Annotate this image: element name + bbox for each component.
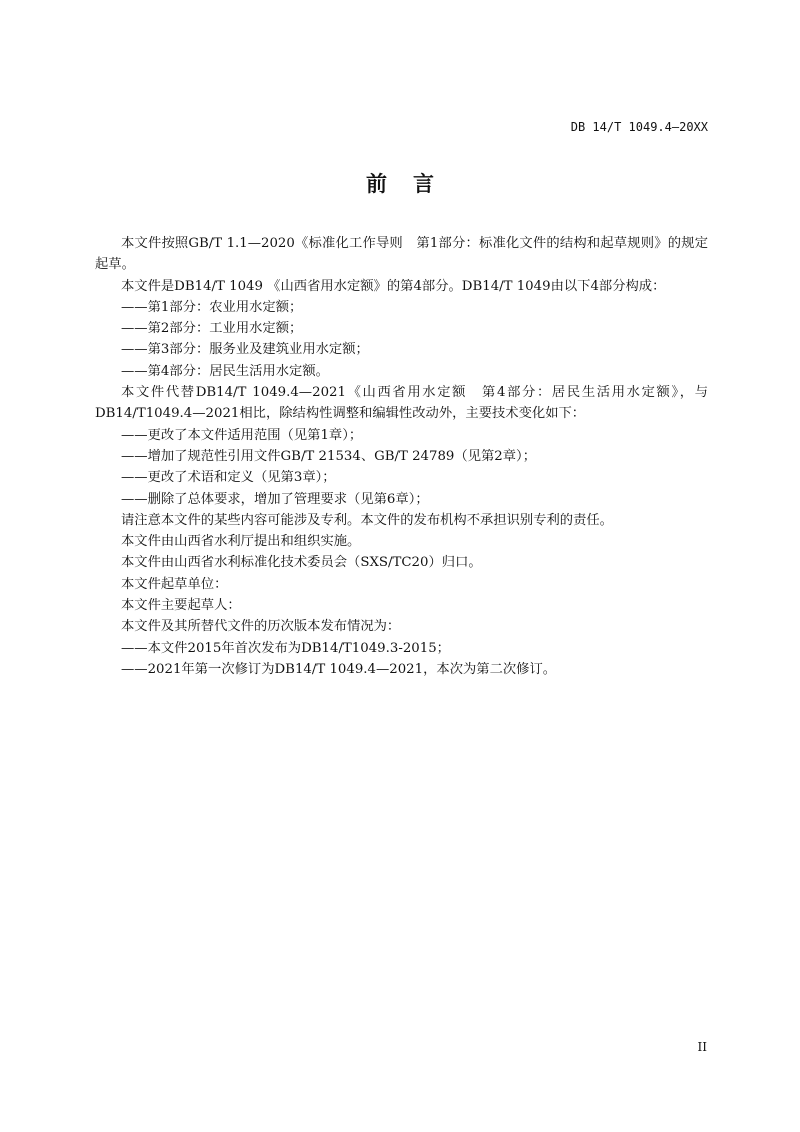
paragraph: 本文件是DB14/T 1049 《山西省用水定额》的第4部分。DB14/T 1049由以下4部分构成： (121, 278, 666, 294)
paragraph: 请注意本文件的某些内容可能涉及专利。本文件的发布机构不承担识别专利的责任。 (121, 512, 613, 528)
list-item: ——第2部分：工业用水定额； (121, 321, 303, 337)
list-item: ——本文件2015年首次发布为DB14/T1049.3-2015； (121, 640, 450, 656)
paragraph: 本文件由山西省水利厅提出和组织实施。 (121, 534, 361, 550)
paragraph: 本文件由山西省水利标准化技术委员会（SXS/TC20）归口。 (121, 555, 482, 571)
list-item: ——更改了术语和定义（见第3章）； (121, 470, 336, 486)
list-item: ——删除了总体要求，增加了管理要求（见第6章）； (121, 491, 429, 507)
paragraph: 本文件及其所替代文件的历次版本发布情况为： (121, 619, 401, 635)
page-title: 前言 (366, 172, 460, 196)
list-item: ——更改了本文件适用范围（见第1章）； (121, 427, 363, 443)
list-item: ——增加了规范性引用文件GB/T 21534、GB/T 24789（见第2章）； (121, 448, 536, 464)
paragraph: 本文件起草单位： (121, 576, 228, 592)
paragraph-line: 本文件按照GB/T 1.1—2020《标准化工作导则 第1部分：标准化文件的结构和起草规则》的规定 (121, 236, 708, 251)
foreword-body (95, 233, 708, 680)
page-number: II (697, 1040, 707, 1054)
paragraph-line: DB14/T1049.4—2021相比，除结构性调整和编辑性改动外，主要技术变化如下： (95, 406, 586, 422)
paragraph-line: 起草。 (95, 257, 135, 273)
list-item: ——第3部分：服务业及建筑业用水定额； (121, 342, 369, 358)
list-item: ——第1部分：农业用水定额； (121, 299, 303, 315)
paragraph: 本文件主要起草人： (121, 598, 241, 614)
document-code-header: DB 14/T 1049.4—20XX (570, 120, 708, 134)
list-item: ——第4部分：居民生活用水定额。 (121, 363, 329, 379)
list-item: ——2021年第一次修订为DB14/T 1049.4—2021，本次为第二次修订。 (121, 661, 557, 677)
paragraph-line: 本文件代替DB14/T 1049.4—2021《山西省用水定额 第4部分：居民生活用水定额》，与 (121, 385, 708, 401)
